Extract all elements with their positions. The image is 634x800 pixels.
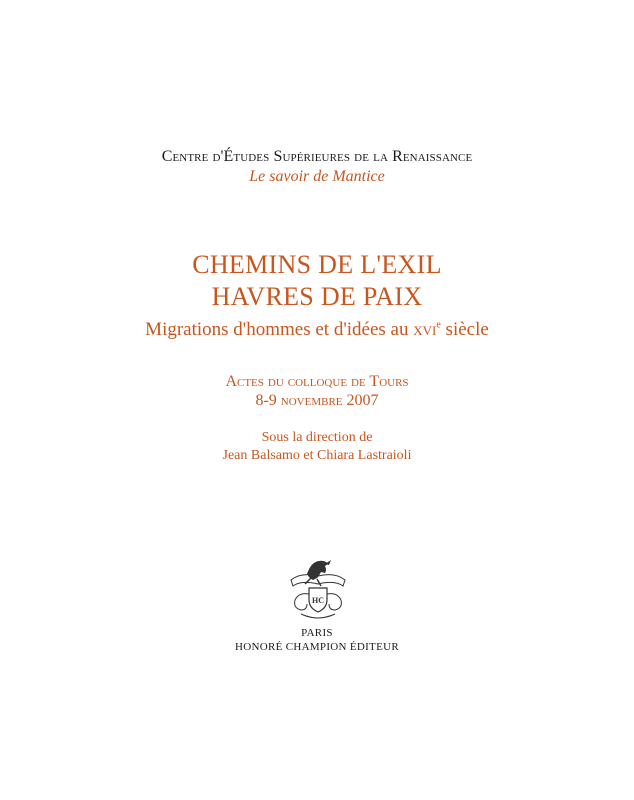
horse-crest-emblem-icon: [281, 558, 355, 624]
proceedings-line: Actes du colloque de Tours: [225, 373, 409, 390]
direction-label: Sous la direction de: [261, 430, 373, 445]
institution-name: Centre d'Études Supérieures de la Renaissance: [161, 148, 473, 165]
proceedings-dates: 8-9 novembre 2007: [255, 392, 379, 409]
emblem-monogram: HC: [312, 596, 324, 605]
subtitle-text-after: siècle: [440, 319, 489, 340]
book-title-line-2: HAVRES DE PAIX: [211, 282, 423, 311]
editors-names: Jean Balsamo et Chiara Lastraioli: [222, 448, 412, 463]
series-name: Le savoir de Mantice: [249, 168, 385, 185]
imprint-city: PARIS: [301, 627, 333, 639]
book-title-line-1: CHEMINS DE L'EXIL: [192, 250, 442, 279]
subtitle-century: xvi: [413, 319, 437, 340]
subtitle-text-before: Migrations d'hommes et d'idées au: [145, 319, 414, 340]
imprint-publisher: HONORÉ CHAMPION ÉDITEUR: [235, 641, 399, 653]
book-subtitle: [0, 319, 634, 341]
subtitle-century-suffix: e: [436, 319, 441, 331]
